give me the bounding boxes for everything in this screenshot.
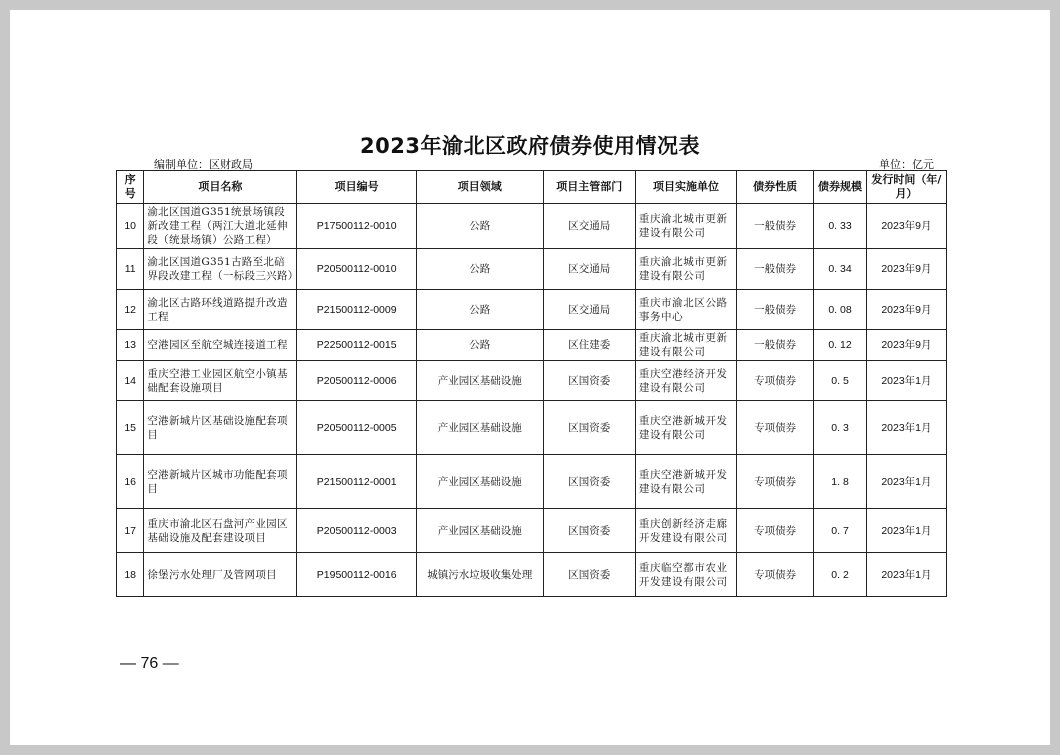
cell-seq: 17 xyxy=(117,509,144,553)
cell-code: P21500112-0009 xyxy=(297,290,417,330)
table-header-row xyxy=(117,171,947,204)
cell-name: 徐堡污水处理厂及管网项目 xyxy=(144,553,297,597)
cell-seq: 18 xyxy=(117,553,144,597)
cell-org: 重庆空港新城开发建设有限公司 xyxy=(635,401,736,455)
cell-seq: 12 xyxy=(117,290,144,330)
cell-org: 重庆市渝北区公路事务中心 xyxy=(635,290,736,330)
cell-org: 重庆创新经济走廊开发建设有限公司 xyxy=(635,509,736,553)
cell-seq: 10 xyxy=(117,204,144,249)
cell-dept: 区交通局 xyxy=(543,249,635,290)
page-title: 2023年渝北区政府债券使用情况表 xyxy=(360,134,700,158)
cell-code: P19500112-0016 xyxy=(297,553,417,597)
cell-seq: 15 xyxy=(117,401,144,455)
cell-seq: 13 xyxy=(117,330,144,361)
cell-dept: 区国资委 xyxy=(543,361,635,401)
table-row xyxy=(117,204,947,249)
page-number: — 76 — xyxy=(120,655,179,672)
cell-org: 重庆渝北城市更新建设有限公司 xyxy=(635,204,736,249)
header-scale: 债券规模 xyxy=(814,171,867,204)
cell-org: 重庆渝北城市更新建设有限公司 xyxy=(635,249,736,290)
cell-code: P20500112-0003 xyxy=(297,509,417,553)
table-row xyxy=(117,509,947,553)
cell-field: 公路 xyxy=(416,204,543,249)
cell-time: 2023年1月 xyxy=(866,553,946,597)
cell-field: 产业园区基础设施 xyxy=(416,361,543,401)
cell-field: 产业园区基础设施 xyxy=(416,401,543,455)
cell-name: 重庆空港工业园区航空小镇基础配套设施项目 xyxy=(144,361,297,401)
compiler-label: 编制单位：区财政局 xyxy=(154,158,253,171)
cell-field: 公路 xyxy=(416,290,543,330)
document-page xyxy=(10,10,1050,745)
cell-field: 产业园区基础设施 xyxy=(416,455,543,509)
cell-code: P20500112-0005 xyxy=(297,401,417,455)
cell-time: 2023年1月 xyxy=(866,401,946,455)
cell-dept: 区国资委 xyxy=(543,401,635,455)
cell-name: 渝北区国道G351统景场镇段新改建工程（两江大道北延伸段（统景场镇）公路工程） xyxy=(144,204,297,249)
cell-seq: 14 xyxy=(117,361,144,401)
cell-time: 2023年1月 xyxy=(866,361,946,401)
cell-scale: 1. 8 xyxy=(814,455,867,509)
header-name: 项目名称 xyxy=(144,171,297,204)
table-row xyxy=(117,553,947,597)
cell-name: 空港园区至航空城连接道工程 xyxy=(144,330,297,361)
cell-name: 空港新城片区基础设施配套项目 xyxy=(144,401,297,455)
table-row xyxy=(117,455,947,509)
cell-dept: 区国资委 xyxy=(543,509,635,553)
cell-code: P20500112-0010 xyxy=(297,249,417,290)
cell-type: 专项债券 xyxy=(737,361,814,401)
unit-label: 单位：亿元 xyxy=(879,158,934,171)
cell-time: 2023年9月 xyxy=(866,290,946,330)
cell-dept: 区国资委 xyxy=(543,455,635,509)
header-org: 项目实施单位 xyxy=(635,171,736,204)
cell-seq: 11 xyxy=(117,249,144,290)
cell-scale: 0. 2 xyxy=(814,553,867,597)
table-row xyxy=(117,401,947,455)
cell-type: 一般债券 xyxy=(737,290,814,330)
cell-type: 一般债券 xyxy=(737,249,814,290)
cell-org: 重庆渝北城市更新建设有限公司 xyxy=(635,330,736,361)
cell-scale: 0. 33 xyxy=(814,204,867,249)
header-code: 项目编号 xyxy=(297,171,417,204)
header-seq: 序号 xyxy=(117,171,144,204)
cell-scale: 0. 08 xyxy=(814,290,867,330)
cell-name: 重庆市渝北区石盘河产业园区基础设施及配套建设项目 xyxy=(144,509,297,553)
cell-code: P20500112-0006 xyxy=(297,361,417,401)
cell-dept: 区住建委 xyxy=(543,330,635,361)
cell-field: 公路 xyxy=(416,249,543,290)
cell-scale: 0. 5 xyxy=(814,361,867,401)
header-field: 项目领域 xyxy=(416,171,543,204)
cell-type: 专项债券 xyxy=(737,553,814,597)
cell-time: 2023年1月 xyxy=(866,509,946,553)
cell-type: 专项债券 xyxy=(737,455,814,509)
cell-org: 重庆空港新城开发建设有限公司 xyxy=(635,455,736,509)
header-time: 发行时间（年/月） xyxy=(866,171,946,204)
table-row xyxy=(117,330,947,361)
cell-dept: 区交通局 xyxy=(543,204,635,249)
cell-name: 空港新城片区城市功能配套项目 xyxy=(144,455,297,509)
cell-name: 渝北区古路环线道路提升改造工程 xyxy=(144,290,297,330)
cell-scale: 0. 3 xyxy=(814,401,867,455)
cell-seq: 16 xyxy=(117,455,144,509)
cell-org: 重庆临空都市农业开发建设有限公司 xyxy=(635,553,736,597)
cell-time: 2023年9月 xyxy=(866,330,946,361)
cell-time: 2023年1月 xyxy=(866,455,946,509)
header-type: 债券性质 xyxy=(737,171,814,204)
cell-dept: 区国资委 xyxy=(543,553,635,597)
table-row xyxy=(117,290,947,330)
cell-dept: 区交通局 xyxy=(543,290,635,330)
cell-name: 渝北区国道G351古路至北碚界段改建工程（一标段三兴路） xyxy=(144,249,297,290)
cell-field: 公路 xyxy=(416,330,543,361)
cell-scale: 0. 34 xyxy=(814,249,867,290)
cell-type: 专项债券 xyxy=(737,509,814,553)
cell-scale: 0. 7 xyxy=(814,509,867,553)
cell-type: 一般债券 xyxy=(737,204,814,249)
cell-type: 专项债券 xyxy=(737,401,814,455)
bond-usage-table xyxy=(116,170,947,597)
cell-field: 产业园区基础设施 xyxy=(416,509,543,553)
table-row xyxy=(117,361,947,401)
cell-scale: 0. 12 xyxy=(814,330,867,361)
table-row xyxy=(117,249,947,290)
cell-field: 城镇污水垃圾收集处理 xyxy=(416,553,543,597)
cell-time: 2023年9月 xyxy=(866,249,946,290)
cell-code: P22500112-0015 xyxy=(297,330,417,361)
cell-time: 2023年9月 xyxy=(866,204,946,249)
header-dept: 项目主管部门 xyxy=(543,171,635,204)
cell-code: P17500112-0010 xyxy=(297,204,417,249)
cell-code: P21500112-0001 xyxy=(297,455,417,509)
cell-type: 一般债券 xyxy=(737,330,814,361)
cell-org: 重庆空港经济开发建设有限公司 xyxy=(635,361,736,401)
